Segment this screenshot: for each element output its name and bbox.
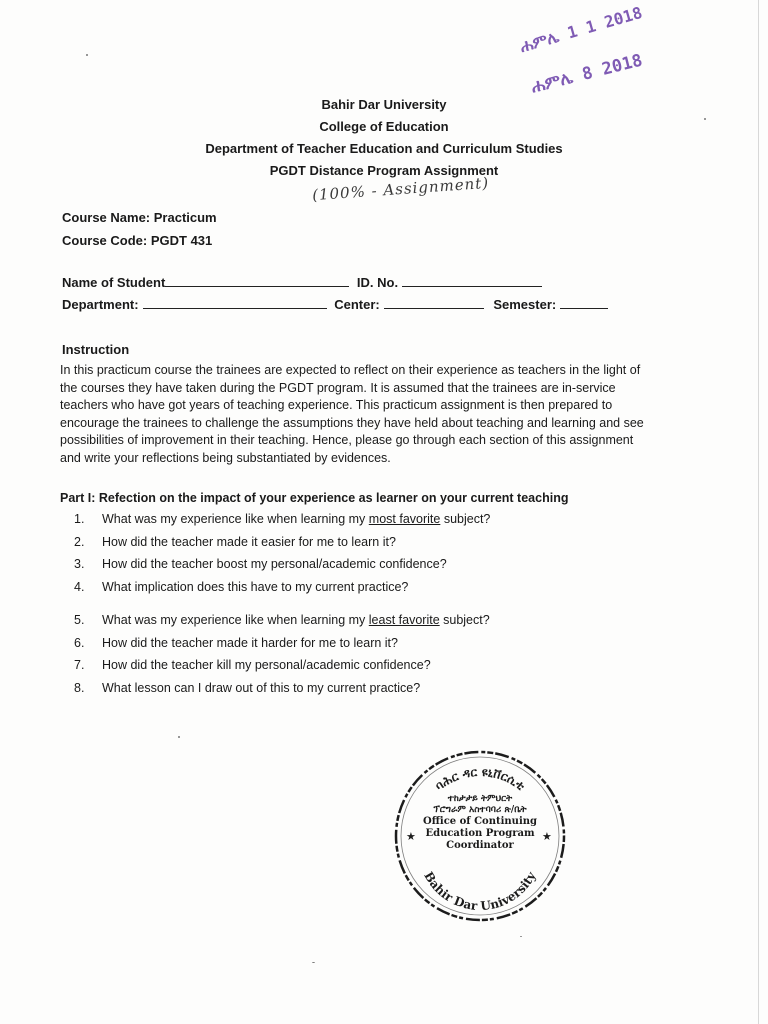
- department-blank[interactable]: [143, 296, 327, 309]
- question-item: 5. What was my experience like when learning my least favorite subject?: [74, 613, 490, 627]
- question-list-favorite: [74, 512, 490, 603]
- official-seal: [392, 748, 568, 924]
- question-list-least-favorite: [74, 613, 490, 704]
- part-one-title: Part I: Refection on the impact of your experience as learner on your current teaching: [60, 491, 569, 505]
- question-item: 1. What was my experience like when learning my most favorite subject?: [74, 512, 491, 526]
- program-title: PGDT Distance Program Assignment: [269, 163, 499, 178]
- center-blank[interactable]: [384, 296, 484, 309]
- id-no-label: ID. No.: [356, 275, 399, 290]
- university-name: Bahir Dar University: [321, 97, 447, 112]
- question-item: 7. How did the teacher kill my personal/academic confidence?: [74, 658, 431, 673]
- handwritten-note: (100% - Assignment): [311, 173, 490, 205]
- seal-ring-top-text: ባሕር ዳር ዩኒቨርሲቲ: [432, 764, 528, 794]
- star-icon: ★: [542, 831, 552, 843]
- student-name-blank[interactable]: [165, 274, 349, 287]
- student-fields: [62, 274, 608, 318]
- question-item: 3. How did the teacher boost my personal/academic confidence?: [74, 557, 447, 572]
- underlined-phrase: least favorite: [368, 613, 440, 627]
- question-item: 6. How did the teacher made it harder for me to learn it?: [74, 635, 398, 650]
- instruction-title: Instruction: [62, 342, 130, 357]
- date-stamp-received: ሐምሌ 1 1 2018: [517, 2, 645, 57]
- instruction-body: In this practicum course the trainees are expected to reflect on their experience as teachers in the light of the courses they have taken during the PGDT program. It is assumed that the trainees are in-service teachers who have got years of teaching experience. This practicum assignment is then prepared to encourage the trainees to challenge the assumptions they have held about teaching and learning and see possibilities of improvement in their teaching. Hence, please go through each section of this assignment and write your reflections being substantiated by evidences.: [60, 363, 644, 465]
- seal-center-text: ተከታታይ ትምህርት ፕሮግራም አስተባባሪ ጽ/ቤት Office of Continuing Education Program Coordinator: [422, 794, 538, 851]
- student-name-label: Name of Student: [62, 275, 166, 290]
- course-code: Course Code: PGDT 431: [62, 233, 213, 248]
- id-no-blank[interactable]: [402, 274, 542, 287]
- semester-blank[interactable]: [560, 296, 608, 309]
- question-item: 2. How did the teacher made it easier for me to learn it?: [74, 534, 396, 549]
- college-name: College of Education: [319, 119, 449, 134]
- course-name: Course Name: Practicum: [62, 210, 217, 225]
- department-name: Department of Teacher Education and Curriculum Studies: [205, 141, 563, 156]
- date-stamp-processed: ሐምሌ 8 2018: [529, 50, 645, 98]
- seal-ring-bottom-text: Bahir Dar University: [421, 869, 539, 914]
- question-item: 8. What lesson can I draw out of this to my current practice?: [74, 681, 421, 696]
- star-icon: ★: [406, 831, 416, 843]
- center-label: Center:: [334, 297, 380, 312]
- semester-label: Semester:: [493, 297, 557, 312]
- question-item: 4. What implication does this have to my current practice?: [74, 580, 409, 595]
- department-label: Department:: [62, 297, 139, 312]
- document-header: [0, 94, 768, 182]
- underlined-phrase: most favorite: [368, 512, 441, 526]
- course-info: [62, 206, 217, 252]
